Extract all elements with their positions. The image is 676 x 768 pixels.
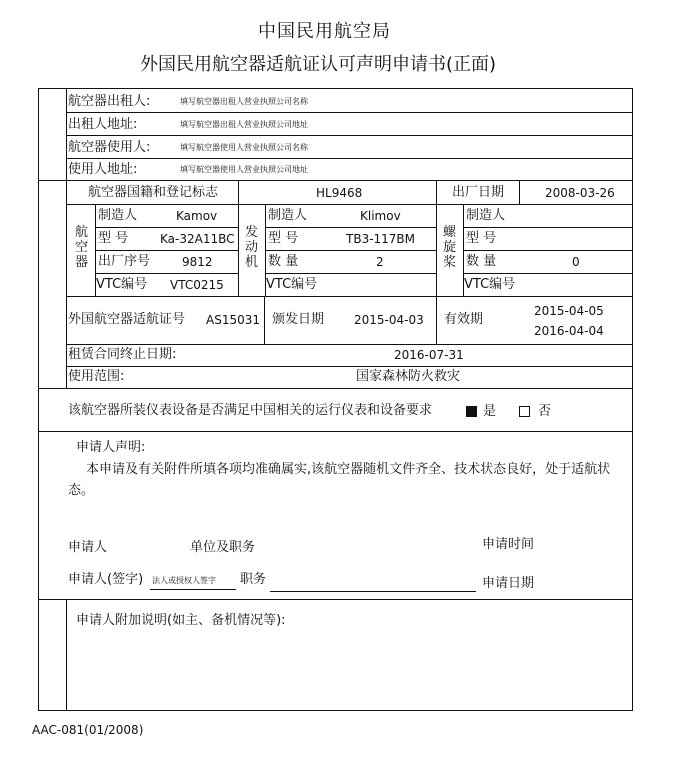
rule: [463, 227, 632, 228]
table-border-top: [38, 88, 632, 89]
rule: [66, 135, 632, 136]
propeller-manufacturer-label: 制造人: [466, 208, 506, 223]
certificate-number-value[interactable]: AS15031: [206, 313, 260, 327]
mfg-date-label: 出厂日期: [452, 185, 505, 200]
rule: [66, 366, 632, 367]
rule: [265, 273, 436, 274]
declaration-text-line2: 态。: [68, 483, 95, 498]
validity-label: 有效期: [444, 312, 484, 327]
compliance-no-label: 否: [538, 404, 552, 419]
valid-from-value[interactable]: 2015-04-05: [534, 304, 604, 318]
aircraft-serial-value[interactable]: 9812: [182, 255, 213, 269]
rule: [436, 204, 437, 296]
lessor-field[interactable]: 填写航空器出租人营业执照公司名称: [180, 97, 308, 106]
compliance-yes-checkbox[interactable]: [466, 406, 477, 417]
aircraft-manufacturer-label: 制造人: [98, 208, 138, 223]
declaration-text-line1: 本申请及有关附件所填各项均准确属实,该航空器随机文件齐全、技术状态良好，处于适航状: [86, 462, 611, 477]
rule: [519, 180, 520, 204]
aircraft-manufacturer-value[interactable]: Kamov: [176, 209, 218, 223]
lessor-address-field[interactable]: 填写航空器出租人营业执照公司地址: [180, 120, 308, 129]
operator-label: 航空器使用人:: [68, 140, 151, 155]
aircraft-model-label: 型 号: [98, 231, 129, 246]
notes-label: 申请人附加说明(如主、备机情况等):: [76, 613, 286, 628]
lessor-address-label: 出租人地址:: [68, 117, 138, 132]
position-label: 职务: [240, 572, 267, 587]
rule: [38, 599, 632, 600]
aircraft-serial-label: 出厂序号: [98, 254, 151, 269]
propeller-group-label: 螺旋桨: [442, 225, 456, 270]
aircraft-model-value[interactable]: Ka-32A11BC: [160, 232, 235, 246]
table-inner-left: [66, 88, 67, 388]
rule: [463, 250, 632, 251]
engine-qty-label: 数 量: [268, 254, 299, 269]
rule: [436, 180, 437, 204]
certificate-number-label: 外国航空器适航证号: [68, 312, 186, 327]
unit-position-label: 单位及职务: [190, 540, 256, 555]
engine-group-label: 发动机: [244, 225, 258, 270]
rule: [463, 273, 632, 274]
authority-title: 中国民用航空局: [258, 21, 391, 42]
rule: [238, 180, 239, 204]
operator-field[interactable]: 填写航空器使用人营业执照公司名称: [180, 143, 308, 152]
issue-date-value[interactable]: 2015-04-03: [354, 313, 424, 327]
operator-address-field[interactable]: 填写航空器使用人营业执照公司地址: [180, 165, 308, 174]
registration-value[interactable]: HL9468: [316, 186, 363, 200]
registration-label: 航空器国籍和登记标志: [88, 185, 219, 200]
rule: [66, 344, 632, 345]
rule: [66, 158, 632, 159]
valid-to-value[interactable]: 2016-04-04: [534, 324, 604, 338]
issue-date-label: 颁发日期: [272, 312, 325, 327]
engine-model-value[interactable]: TB3-117BM: [346, 232, 416, 246]
signature-line[interactable]: [150, 589, 236, 590]
position-line[interactable]: [270, 591, 476, 592]
propeller-model-label: 型 号: [466, 231, 497, 246]
form-code: AAC-081(01/2008): [32, 723, 144, 737]
table-border-bottom: [38, 710, 632, 711]
declaration-title: 申请人声明:: [76, 440, 146, 455]
rule: [265, 227, 436, 228]
scope-value[interactable]: 国家森林防火救灾: [356, 369, 461, 384]
rule: [238, 204, 239, 296]
propeller-qty-value[interactable]: 0: [572, 255, 580, 269]
table-border-right: [632, 88, 633, 711]
lessor-label: 航空器出租人:: [68, 94, 151, 109]
propeller-qty-label: 数 量: [466, 254, 497, 269]
aircraft-group-label: 航空器: [74, 225, 88, 270]
rule: [66, 599, 67, 710]
propeller-vtc-label: VTC编号: [464, 277, 516, 292]
lease-end-value[interactable]: 2016-07-31: [394, 348, 464, 362]
rule: [66, 204, 632, 205]
compliance-no-checkbox[interactable]: [519, 406, 530, 417]
compliance-question: 该航空器所装仪表设备是否满足中国相关的运行仪表和设备要求: [68, 403, 433, 418]
form-title: 外国民用航空器适航证认可声明申请书(正面): [140, 54, 497, 75]
engine-vtc-label: VTC编号: [266, 277, 318, 292]
rule: [66, 296, 632, 297]
aircraft-vtc-value[interactable]: VTC0215: [170, 278, 224, 292]
signature-label: 申请人(签字): [68, 572, 144, 587]
engine-qty-value[interactable]: 2: [376, 255, 384, 269]
rule: [38, 180, 632, 181]
rule: [95, 273, 238, 274]
notes-area[interactable]: [70, 634, 628, 706]
rule: [66, 112, 632, 113]
mfg-date-value[interactable]: 2008-03-26: [545, 186, 615, 200]
engine-manufacturer-label: 制造人: [268, 208, 308, 223]
apply-date-label: 申请日期: [482, 576, 535, 591]
lease-end-label: 租赁合同终止日期:: [68, 347, 177, 362]
rule: [264, 296, 265, 344]
apply-time-label: 申请时间: [482, 537, 535, 552]
engine-manufacturer-value[interactable]: Klimov: [360, 209, 401, 223]
rule: [95, 250, 238, 251]
scope-label: 使用范围:: [68, 369, 125, 384]
signature-hint: 法人或授权人签字: [152, 576, 216, 585]
rule: [38, 431, 632, 432]
operator-address-label: 使用人地址:: [68, 162, 138, 177]
rule: [38, 388, 632, 389]
engine-model-label: 型 号: [268, 231, 299, 246]
rule: [265, 250, 436, 251]
rule: [436, 296, 437, 344]
aircraft-vtc-label: VTC编号: [96, 277, 148, 292]
table-border-left: [38, 88, 39, 711]
applicant-label: 申请人: [68, 540, 108, 555]
compliance-yes-label: 是: [483, 404, 497, 419]
rule: [95, 227, 238, 228]
